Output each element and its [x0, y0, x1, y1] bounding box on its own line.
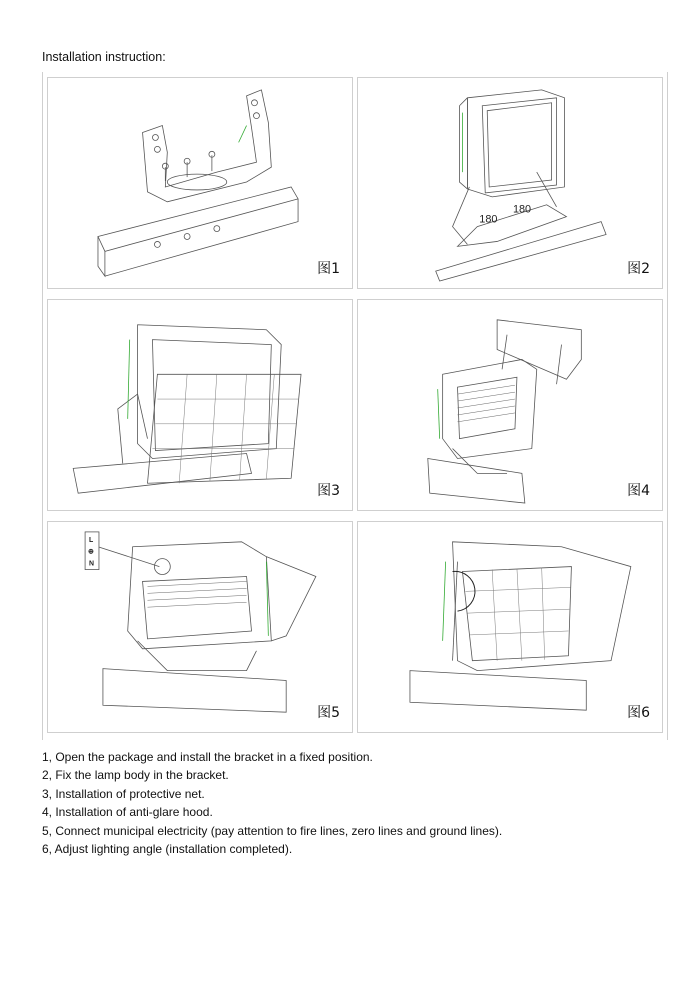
anti-glare-hood-drawing: [358, 300, 662, 510]
figure-4-label: 图4: [627, 483, 650, 499]
step-6: 6, Adjust lighting angle (installation completed).: [42, 842, 293, 857]
figure-4-panel: [357, 299, 663, 511]
instruction-steps: [42, 748, 502, 858]
figure-5-panel: [47, 521, 353, 733]
step-1: 1, Open the package and install the bracket in a fixed position.: [42, 750, 373, 764]
step-2: 2, Fix the lamp body in the bracket.: [42, 768, 229, 783]
angle-label-right: 180: [512, 203, 532, 216]
lamp-body-drawing: [358, 78, 662, 288]
figure-2-label: 图2: [627, 261, 650, 277]
figure-3-panel: [47, 299, 353, 511]
figure-1-label: 图1: [317, 261, 340, 277]
figure-1-panel: [47, 77, 353, 289]
adjust-angle-drawing: [358, 522, 662, 732]
step-3: 3, Installation of protective net.: [42, 786, 205, 801]
terminal-ground-label: ⊕: [88, 548, 94, 556]
bracket-drawing: [48, 78, 352, 288]
figure-3-label: 图3: [317, 483, 340, 499]
step-4: 4, Installation of anti-glare hood.: [42, 805, 213, 820]
electrical-connection-drawing: [48, 522, 352, 732]
protective-net-drawing: [48, 300, 352, 510]
figure-6-label: 图6: [627, 705, 650, 721]
figure-5-label: 图5: [317, 705, 340, 721]
page-heading: Installation instruction:: [42, 50, 166, 64]
figure-2-panel: [357, 77, 663, 289]
step-5: 5, Connect municipal electricity (pay attention to fire lines, zero lines and ground lines).: [42, 823, 503, 838]
terminal-l-label: L: [89, 536, 94, 544]
angle-label-left: 180: [479, 213, 498, 226]
terminal-n-label: N: [89, 560, 95, 568]
figure-6-panel: [357, 521, 663, 733]
